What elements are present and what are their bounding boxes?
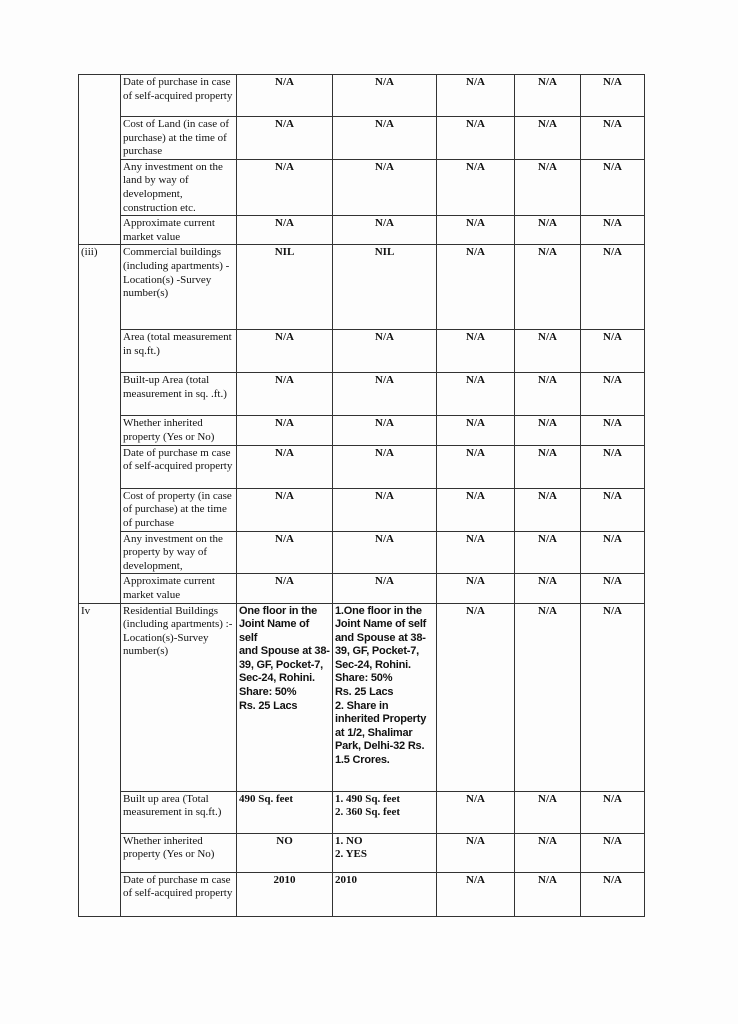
- row-number: Iv: [79, 603, 121, 916]
- cell-self: N/A: [237, 117, 333, 160]
- cell-dependent-1: N/A: [515, 833, 581, 872]
- cell-self: N/A: [237, 216, 333, 245]
- table-row: [79, 574, 645, 603]
- cell-dependent-2: N/A: [581, 603, 645, 791]
- cell-dependent-2: N/A: [581, 373, 645, 416]
- text-line: Sec-24, Rohini.: [335, 658, 411, 671]
- cell-dependent-2: N/A: [581, 117, 645, 160]
- table-row: [79, 330, 645, 373]
- cell-self: N/A: [237, 488, 333, 531]
- row-number: (iii): [79, 245, 121, 603]
- cell-self: NO: [237, 833, 333, 872]
- cell-self: N/A: [237, 574, 333, 603]
- cell-dependent-1: N/A: [515, 872, 581, 916]
- cell-dependent-2: N/A: [581, 574, 645, 603]
- text-line: 39, GF, Pocket-7,: [239, 658, 324, 671]
- cell-spouse: [333, 833, 437, 872]
- text-line: 1.5 Crores.: [335, 754, 390, 767]
- cell-spouse-residential: [333, 603, 437, 791]
- cell-dependent-1: N/A: [515, 531, 581, 574]
- cell-dependent-1: N/A: [515, 75, 581, 117]
- cell-dependent-2: N/A: [581, 416, 645, 445]
- cell-self: N/A: [237, 416, 333, 445]
- table-row: [79, 245, 645, 330]
- cell-huf: N/A: [437, 488, 515, 531]
- row-label: Date of purchase m case of self-acquired property: [121, 445, 237, 488]
- row-label: Date of purchase m case of self-acquired property: [121, 872, 237, 916]
- cell-spouse: N/A: [333, 445, 437, 488]
- text-line: and Spouse at 38-: [239, 645, 330, 658]
- table-row: [79, 159, 645, 215]
- text-line: 39, GF, Pocket-7,: [335, 645, 420, 658]
- row-label: Whether inherited property (Yes or No): [121, 416, 237, 445]
- cell-self: N/A: [237, 330, 333, 373]
- cell-dependent-2: N/A: [581, 872, 645, 916]
- text-line: 2. YES: [335, 848, 367, 861]
- cell-huf: N/A: [437, 445, 515, 488]
- cell-dependent-1: N/A: [515, 416, 581, 445]
- cell-dependent-1: N/A: [515, 159, 581, 215]
- cell-spouse: N/A: [333, 159, 437, 215]
- cell-dependent-2: N/A: [581, 791, 645, 833]
- text-line: One floor in the: [239, 604, 318, 617]
- row-label: Commercial buildings (including apartments) -Location(s) -Survey number(s): [121, 245, 237, 330]
- table-row: [79, 373, 645, 416]
- table-row-residential: [79, 603, 645, 791]
- cell-self: 2010: [237, 872, 333, 916]
- text-line: Share: 50%: [239, 686, 297, 699]
- cell-dependent-1: N/A: [515, 117, 581, 160]
- text-line: 1. 490 Sq. feet: [335, 792, 401, 805]
- cell-dependent-2: N/A: [581, 445, 645, 488]
- cell-huf: N/A: [437, 416, 515, 445]
- cell-self: N/A: [237, 159, 333, 215]
- cell-spouse: N/A: [333, 117, 437, 160]
- cell-spouse: N/A: [333, 574, 437, 603]
- cell-self: N/A: [237, 531, 333, 574]
- cell-self: 490 Sq. feet: [237, 791, 333, 833]
- cell-huf: N/A: [437, 574, 515, 603]
- text-line: 2. Share in: [335, 699, 389, 712]
- cell-spouse: [333, 791, 437, 833]
- row-number: [79, 75, 121, 245]
- cell-self: N/A: [237, 75, 333, 117]
- cell-dependent-2: N/A: [581, 330, 645, 373]
- cell-spouse: N/A: [333, 330, 437, 373]
- cell-dependent-1: N/A: [515, 216, 581, 245]
- cell-huf: N/A: [437, 791, 515, 833]
- cell-spouse: N/A: [333, 373, 437, 416]
- cell-dependent-2: N/A: [581, 531, 645, 574]
- row-label: Cost of property (in case of purchase) at the time of purchase: [121, 488, 237, 531]
- table-row: [79, 488, 645, 531]
- cell-self-residential: [237, 603, 333, 791]
- table-row-purchase-date: [79, 872, 645, 916]
- cell-huf: N/A: [437, 531, 515, 574]
- row-label: Built up area (Total measurement in sq.ft.): [121, 791, 237, 833]
- text-line: Rs. 25 Lacs: [239, 699, 298, 712]
- table-row-builtup: [79, 791, 645, 833]
- cell-huf: N/A: [437, 159, 515, 215]
- row-label: Any investment on the land by way of development, construction etc.: [121, 159, 237, 215]
- cell-huf: N/A: [437, 75, 515, 117]
- row-label: Whether inherited property (Yes or No): [121, 833, 237, 872]
- text-line: Joint Name of self: [335, 618, 427, 631]
- text-line: 1. NO: [335, 834, 363, 847]
- row-label: Built-up Area (total measurement in sq. .ft.): [121, 373, 237, 416]
- cell-dependent-1: N/A: [515, 603, 581, 791]
- cell-spouse: N/A: [333, 216, 437, 245]
- table-row: [79, 75, 645, 117]
- cell-dependent-1: N/A: [515, 373, 581, 416]
- cell-spouse: 2010: [333, 872, 437, 916]
- cell-self: NIL: [237, 245, 333, 330]
- cell-huf: N/A: [437, 833, 515, 872]
- table-row: [79, 117, 645, 160]
- cell-dependent-2: N/A: [581, 216, 645, 245]
- cell-huf: N/A: [437, 330, 515, 373]
- cell-dependent-2: N/A: [581, 159, 645, 215]
- cell-huf: N/A: [437, 245, 515, 330]
- text-line: Joint Name of self: [239, 618, 310, 644]
- cell-dependent-2: N/A: [581, 488, 645, 531]
- cell-huf: N/A: [437, 603, 515, 791]
- text-line: Share: 50%: [335, 672, 393, 685]
- row-label: Approximate current market value: [121, 574, 237, 603]
- text-line: Rs. 25 Lacs: [335, 686, 394, 699]
- text-line: 1.One floor in the: [335, 604, 422, 617]
- row-label: Residential Buildings (including apartments) :- Location(s)-Survey number(s): [121, 603, 237, 791]
- text-line: and Spouse at 38-: [335, 631, 426, 644]
- cell-spouse: N/A: [333, 531, 437, 574]
- assets-table: [78, 74, 645, 917]
- cell-huf: N/A: [437, 117, 515, 160]
- cell-dependent-1: N/A: [515, 791, 581, 833]
- text-line: Sec-24, Rohini.: [239, 672, 315, 685]
- cell-dependent-1: N/A: [515, 245, 581, 330]
- table-row: [79, 531, 645, 574]
- cell-dependent-1: N/A: [515, 445, 581, 488]
- row-label: Any investment on the property by way of development,: [121, 531, 237, 574]
- cell-dependent-1: N/A: [515, 574, 581, 603]
- cell-spouse: N/A: [333, 416, 437, 445]
- cell-spouse: NIL: [333, 245, 437, 330]
- cell-spouse: N/A: [333, 488, 437, 531]
- table-row-inherited: [79, 833, 645, 872]
- table-row: [79, 216, 645, 245]
- cell-self: N/A: [237, 445, 333, 488]
- cell-dependent-2: N/A: [581, 245, 645, 330]
- table-row: [79, 445, 645, 488]
- cell-dependent-1: N/A: [515, 488, 581, 531]
- cell-self: N/A: [237, 373, 333, 416]
- row-label: Cost of Land (in case of purchase) at the time of purchase: [121, 117, 237, 160]
- cell-huf: N/A: [437, 373, 515, 416]
- table-row: [79, 416, 645, 445]
- row-label: Approximate current market value: [121, 216, 237, 245]
- row-label: Area (total measurement in sq.ft.): [121, 330, 237, 373]
- text-line: at 1/2, Shalimar: [335, 726, 413, 739]
- cell-dependent-2: N/A: [581, 833, 645, 872]
- text-line: Park, Delhi-32 Rs.: [335, 740, 425, 753]
- cell-dependent-1: N/A: [515, 330, 581, 373]
- cell-dependent-2: N/A: [581, 75, 645, 117]
- cell-spouse: N/A: [333, 75, 437, 117]
- text-line: 2. 360 Sq. feet: [335, 806, 401, 819]
- cell-huf: N/A: [437, 872, 515, 916]
- text-line: inherited Property: [335, 713, 427, 726]
- row-label: Date of purchase in case of self-acquired property: [121, 75, 237, 117]
- cell-huf: N/A: [437, 216, 515, 245]
